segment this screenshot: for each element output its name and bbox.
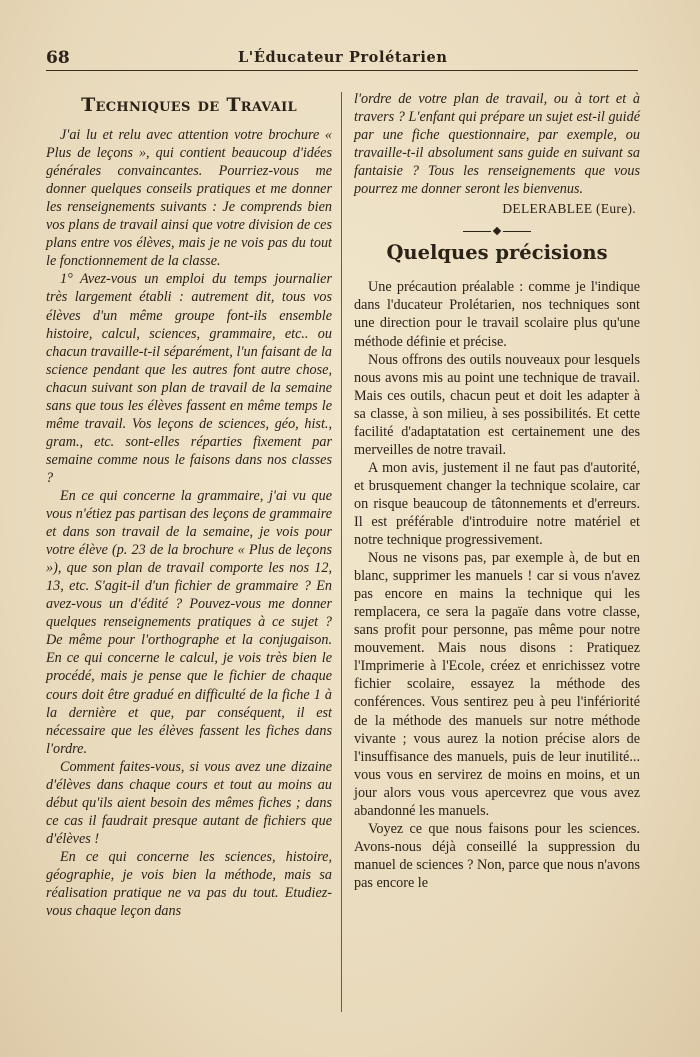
page-header [46,46,638,71]
letter-paragraph: J'ai lu et relu avec attention votre brochure « Plus de leçons », qui contient beaucoup d'idées générales convaincantes. Pourriez-vous me donner quelques conseils pratiques et me donner les renseignements suivants : Je comprends bien vos plans de travail ainsi que votre division de ces plans entre vos élèves, mais je ne vois pas du tout le fonctionnement de la classe. [46,127,332,270]
letter-paragraph: 1° Avez-vous un emploi du temps journalier très largement établi : autrement dit, tous vos élèves d'un même groupe font-ils ensemble histoire, calcul, sciences, grammaire, etc.. ou chacun travaille-t-il séparément, l'un faisant de la science pendant que les autres font autre chose, chacun suivant son plan de travail de la semaine sans que tous les élèves fassent en même temps le même travail. Vos leçons de sciences, géo, hist., gram., etc. sont-elles réparties fixement par semaine comme nous le faisons dans nos classes ? [46,271,332,486]
right-column [354,90,640,892]
letter-paragraph: En ce qui concerne la grammaire, j'ai vu que vous n'étiez pas partisan des leçons de grammaire et dans son travail de la semaine, je vois pour votre élève (p. 23 de la brochure « Plus de leçons »), que son plan de travail comporte les nos 12, 13, etc. S'agit-il d'un fichier de grammaire ? En avez-vous un d'édité ? Pouvez-vous me donner quelques renseignements pratiques à ce sujet ? De même pour l'orthographe et la conjugaison. En ce qui concerne le calcul, je vois très bien le procédé, mais je pense que le fichier de chaque cours doit être gradué en difficulté de la fiche 1 à la dernière et que, par conséquent, il est nécessaire que les élèves fassent les fiches dans l'ordre. [46,487,332,757]
section-title-precisions: Quelques précisions [386,241,608,265]
letter-paragraph: Comment faites-vous, si vous avez une dizaine d'élèves dans chaque cours et tout au moins au début qu'ils aient besoin des mêmes fiches ; dans ce cas il faudrait presque autant de fichiers que d'élèves ! [46,758,332,847]
section-title-techniques: Techniques de Travail [81,94,297,116]
reply-paragraph: Voyez ce que nous faisons pour les sciences. Avons-nous déjà conseillé la suppression du manuel de sciences ? Non, parce que nous n'avons pas encore le [354,820,640,891]
separator-ornament [354,228,640,234]
reply-paragraph: Une précaution préalable : comme je l'indique dans l'ducateur Prolétarien, nos techniques sont une direction pour le travail scolaire plus qu'une méthode définie et précise. [354,279,640,350]
reply-paragraph: Nous ne visons pas, par exemple à, de but en blanc, supprimer les manuels ! car si vous n'avez pas encore en mains la technique qui les remplacera, ce sera la pagaïe dans votre classe, sans profit pour personne, pas même pour notre mouvement. Mais nous disons : Pratiquez l'Imprimerie à l'Ecole, créez et enrichissez votre fichier scolaire, essayez la méthode des conférences. Vous sentirez peu à peu l'infériorité de la méthode des manuels sur notre méthode vivante ; vous aurez la notion précise alors de l'insuffisance des manuels, puis de leur inutilité... vous vous en servirez de moins en moins, et un jour alors vous vous apercevrez que vous avez abandonné les manuels. [354,550,640,819]
left-column [46,90,332,920]
letter-paragraph: En ce qui concerne les sciences, histoire, géographie, je vois bien la méthode, mais sa réalisation pratique ne va pas du tout. Etudiez-vous chaque leçon dans [46,848,332,920]
reply-paragraph: Nous offrons des outils nouveaux pour lesquels nous avons mis au point une technique de travail. Mais ces outils, chacun peut et doit les adapter à sa classe, à son milieu, à ses possibilités. Et cette facilité d'adaptatation est certainement une des merveilles de notre travail. [354,351,640,458]
page-number: 68 [46,48,70,68]
letter-continuation: l'ordre de votre plan de travail, ou à tort et à travers ? L'enfant qui prépare un sujet est-il guidé par une fiche questionnaire, par exemple, ou travaille-t-il absolument sans guide en suivant sa fantaisie ? Tous les renseignements que vous pourrez me donner seront les bienvenus. [354,91,640,198]
column-divider [341,92,342,1012]
journal-title: L'Éducateur Prolétarien [238,49,448,66]
reply-paragraph: A mon avis, justement il ne faut pas d'autorité, et brusquement changer la technique scolaire, car on risque beaucoup de tâtonnements et d'erreurs. Il est préférable d'introduire notre matériel et notre technique progressivement. [354,459,640,549]
letter-signature: DELERABLEE (Eure). [502,201,636,217]
